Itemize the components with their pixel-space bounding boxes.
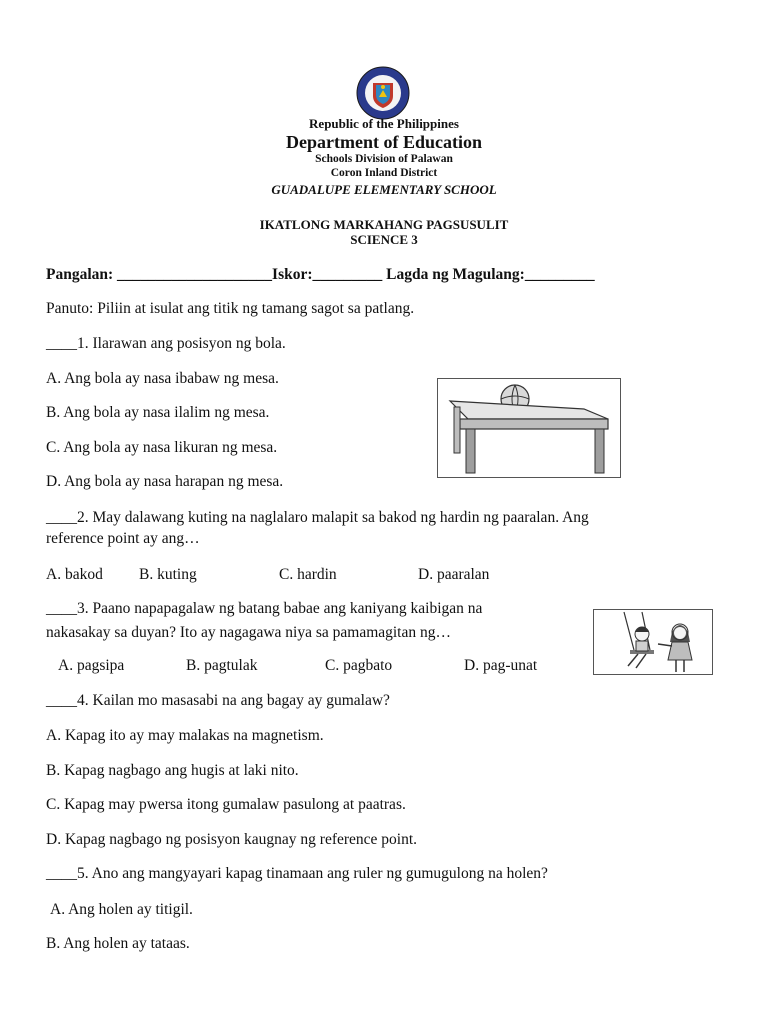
question-1-choice-a: A. Ang bola ay nasa ibabaw ng mesa. [46, 370, 279, 387]
question-2-choice-d: D. paaralan [418, 566, 490, 583]
question-4-choice-b: B. Kapag nagbago ang hugis at laki nito. [46, 762, 299, 779]
question-4-choice-d: D. Kapag nagbago ng posisyon kaugnay ng reference point. [46, 831, 418, 848]
question-2-choice-c: C. hardin [279, 566, 337, 583]
question-1-choice-d: D. Ang bola ay nasa harapan ng mesa. [46, 473, 284, 490]
question-3-stem-line-2: nakasakay sa duyan? Ito ay nagagawa niya sa pamamagitan ng… [46, 624, 451, 641]
exam-title: IKATLONG MARKAHANG PAGSUSULIT [259, 217, 509, 232]
country-label: Republic of the Philippines [309, 116, 459, 131]
question-2-stem-line-2: reference point ay ang… [46, 530, 200, 547]
swing-figure [593, 609, 713, 675]
question-3-choice-b: B. pagtulak [186, 657, 258, 674]
question-1-choice-b: B. Ang bola ay nasa ilalim ng mesa. [46, 404, 270, 421]
student-info-line: Pangalan: ____________________Iskor:_________ Lagda ng Magulang:_________ [46, 266, 595, 283]
question-2-stem-line-1: ____2. May dalawang kuting na naglalaro malapit sa bakod ng hardin ng paaralan. Ang [46, 509, 589, 526]
table-with-ball-icon [438, 379, 620, 477]
deped-seal-icon [356, 66, 410, 120]
question-3-choice-c: C. pagbato [325, 657, 393, 674]
question-3-choice-d: D. pag-unat [464, 657, 538, 674]
question-3-choice-a: A. pagsipa [58, 657, 125, 674]
question-5-stem: ____5. Ano ang mangyayari kapag tinamaan ang ruler ng gumugulong na holen? [46, 865, 548, 882]
ball-on-table-figure [437, 378, 621, 478]
question-1-stem: ____1. Ilarawan ang posisyon ng bola. [46, 335, 286, 352]
exam-subject: SCIENCE 3 [350, 232, 418, 247]
question-2-choice-b: B. kuting [139, 566, 197, 583]
children-on-swing-icon [594, 610, 712, 674]
question-5-choice-a: A. Ang holen ay titigil. [50, 901, 193, 918]
district-label: Coron Inland District [330, 167, 438, 179]
question-4-stem: ____4. Kailan mo masasabi na ang bagay ay gumalaw? [46, 692, 390, 709]
question-4-choice-c: C. Kapag may pwersa itong gumalaw pasulong at paatras. [46, 796, 406, 813]
instructions: Panuto: Piliin at isulat ang titik ng tamang sagot sa patlang. [46, 300, 415, 317]
school-name: GUADALUPE ELEMENTARY SCHOOL [271, 182, 497, 197]
question-1-choice-c: C. Ang bola ay nasa likuran ng mesa. [46, 439, 278, 456]
question-5-choice-b: B. Ang holen ay tataas. [46, 935, 190, 952]
division-label: Schools Division of Palawan [315, 153, 453, 165]
question-3-stem-line-1: ____3. Paano napapagalaw ng batang babae ang kaniyang kaibigan na [46, 600, 483, 617]
question-4-choice-a: A. Kapag ito ay may malakas na magnetism. [46, 727, 324, 744]
department-title: Department of Education [286, 132, 482, 152]
question-2-choice-a: A. bakod [46, 566, 103, 583]
